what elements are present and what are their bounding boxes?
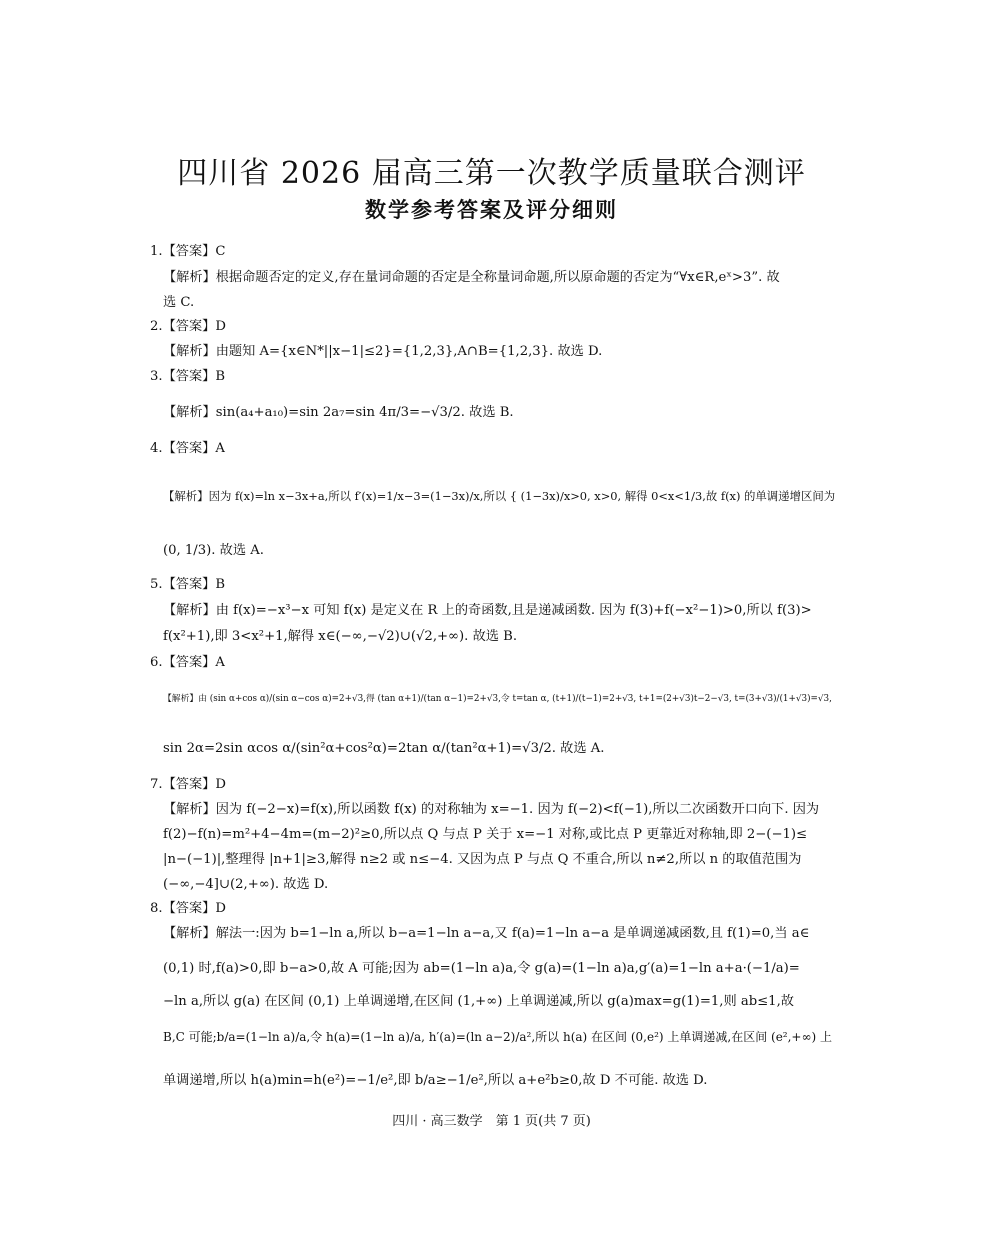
answer-5: 5.【答案】B bbox=[150, 577, 226, 592]
analysis-1-cont: 选 C. bbox=[163, 295, 195, 310]
analysis-1: 【解析】根据命题否定的定义,存在量词命题的否定是全称量词命题,所以原命题的否定为“∀x∈R,eˣ>3”. 故 bbox=[163, 270, 780, 285]
analysis-7: 【解析】因为 f(−2−x)=f(x),所以函数 f(x) 的对称轴为 x=−1. 因为 f(−2)<f(−1),所以二次函数开口向下. 因为 bbox=[163, 802, 820, 817]
analysis-8-cont-2: −ln a,所以 g(a) 在区间 (0,1) 上单调递增,在区间 (1,+∞) 上单调递减,所以 g(a)max=g(1)=1,则 ab≤1,故 bbox=[163, 994, 794, 1009]
page-subtitle: 数学参考答案及评分细则 bbox=[365, 198, 618, 222]
analysis-4: 【解析】因为 f(x)=ln x−3x+a,所以 f′(x)=1/x−3=(1−3x)/x,所以 { (1−3x)/x>0, x>0, 解得 0<x<1/3,故 f(x) 的单调递增区间为 bbox=[163, 489, 836, 503]
analysis-8: 【解析】解法一:因为 b=1−ln a,所以 b−a=1−ln a−a,又 f(a)=1−ln a−a 是单调递减函数,且 f(1)=0,当 a∈ bbox=[163, 926, 810, 941]
page-footer: 四川 · 高三数学 第 1 页(共 7 页) bbox=[392, 1114, 591, 1129]
analysis-6-cont: sin 2α=2sin αcos α/(sin²α+cos²α)=2tan α/(tan²α+1)=√3/2. 故选 A. bbox=[163, 741, 605, 756]
analysis-4-cont: (0, 1/3). 故选 A. bbox=[163, 543, 264, 558]
analysis-6: 【解析】由 (sin α+cos α)/(sin α−cos α)=2+√3,得 (tan α+1)/(tan α−1)=2+√3,令 t=tan α, (t+1)/(t−1)=2+√3, t+1=(2+√3)t−2−√3, t=(3+√3)/(1+√3)=√3, bbox=[163, 694, 832, 704]
analysis-5: 【解析】由 f(x)=−x³−x 可知 f(x) 是定义在 R 上的奇函数,且是递减函数. 因为 f(3)+f(−x²−1)>0,所以 f(3)> bbox=[163, 603, 812, 618]
analysis-3: 【解析】sin(a₄+a₁₀)=sin 2a₇=sin 4π/3=−√3/2. 故选 B. bbox=[163, 405, 514, 420]
page-title: 四川省 2026 届高三第一次教学质量联合测评 bbox=[177, 156, 806, 191]
answer-1: 1.【答案】C bbox=[150, 244, 226, 259]
analysis-7-cont-3: (−∞,−4]∪(2,+∞). 故选 D. bbox=[163, 877, 329, 892]
analysis-5-cont: f(x²+1),即 3<x²+1,解得 x∈(−∞,−√2)∪(√2,+∞). 故选 B. bbox=[163, 629, 518, 644]
answer-4: 4.【答案】A bbox=[150, 441, 225, 456]
analysis-8-cont-3: B,C 可能;b/a=(1−ln a)/a,令 h(a)=(1−ln a)/a, h′(a)=(ln a−2)/a²,所以 h(a) 在区间 (0,e²) 上单调递减,在区间 (e²,+∞) 上 bbox=[163, 1030, 832, 1044]
answer-6: 6.【答案】A bbox=[150, 655, 225, 670]
answer-8: 8.【答案】D bbox=[150, 901, 226, 916]
analysis-8-cont-1: (0,1) 时,f(a)>0,即 b−a>0,故 A 可能;因为 ab=(1−ln a)a,令 g(a)=(1−ln a)a,g′(a)=1−ln a+a·(−1/a)= bbox=[163, 961, 800, 976]
answer-2: 2.【答案】D bbox=[150, 319, 226, 334]
analysis-7-cont-2: |n−(−1)|,整理得 |n+1|≥3,解得 n≥2 或 n≤−4. 又因为点 P 与点 Q 不重合,所以 n≠2,所以 n 的取值范围为 bbox=[163, 852, 802, 867]
analysis-8-cont-4: 单调递增,所以 h(a)min=h(e²)=−1/e²,即 b/a≥−1/e²,所以 a+e²b≥0,故 D 不可能. 故选 D. bbox=[163, 1073, 708, 1088]
answer-7: 7.【答案】D bbox=[150, 777, 226, 792]
analysis-2: 【解析】由题知 A={x∈N*||x−1|≤2}={1,2,3},A∩B={1,2,3}. 故选 D. bbox=[163, 344, 603, 359]
analysis-7-cont-1: f(2)−f(n)=m²+4−4m=(m−2)²≥0,所以点 Q 与点 P 关于 x=−1 对称,或比点 P 更靠近对称轴,即 2−(−1)≤ bbox=[163, 827, 808, 842]
answer-3: 3.【答案】B bbox=[150, 369, 226, 384]
